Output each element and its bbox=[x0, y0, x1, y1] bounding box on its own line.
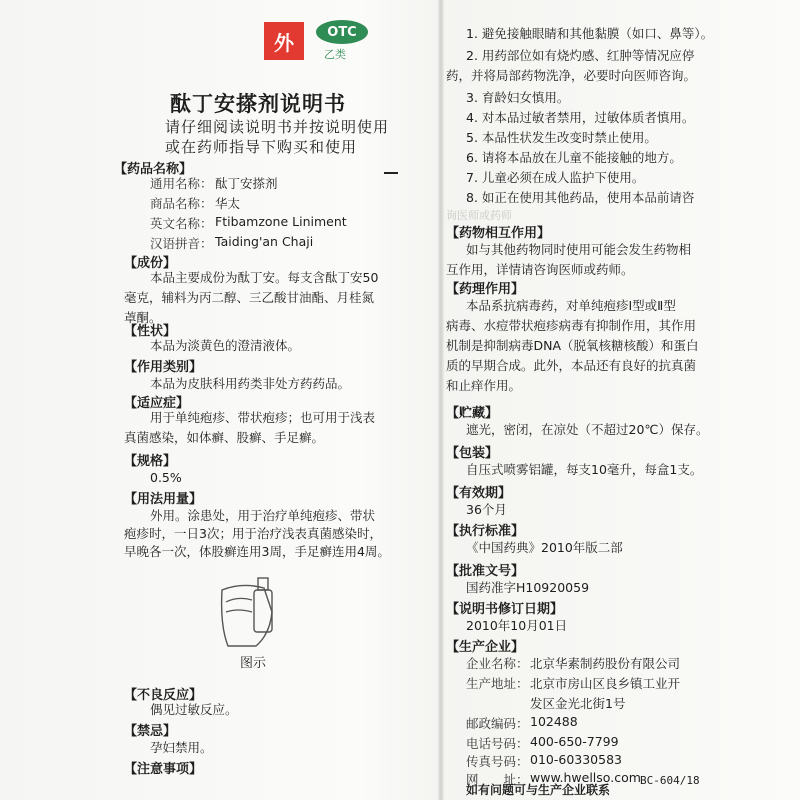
approval-heading: 【批准文号】 bbox=[446, 564, 525, 579]
address-key: 生产地址： bbox=[466, 676, 529, 691]
english-name-key: 英文名称： bbox=[150, 216, 213, 231]
precaution-6: 6. 请将本品放在儿童不能接触的地方。 bbox=[466, 150, 682, 165]
pharmacology-line-2: 病毒、水痘带状疱疹病毒有抑制作用，其作用 bbox=[446, 318, 697, 333]
indications-line-2: 真菌感染，如体癣、股癣、手足癣。 bbox=[124, 430, 325, 445]
precaution-1: 1. 避免接触眼睛和其他黏膜（如口、鼻等）。 bbox=[466, 26, 714, 41]
english-name-value: Ftibamzone Liniment bbox=[215, 214, 347, 229]
pharmacology-line-4: 质的早期合成。此外，本品还有良好的抗真菌 bbox=[446, 358, 697, 373]
address-value: 北京市房山区良乡镇工业开 bbox=[530, 676, 681, 691]
validity-line-1: 36个月 bbox=[466, 502, 507, 517]
postcode-key: 邮政编码： bbox=[466, 716, 529, 731]
precaution-7: 7. 儿童必须在成人监护下使用。 bbox=[466, 170, 645, 185]
fax-key: 传真号码： bbox=[466, 754, 529, 769]
precaution-8-cont: 询医师或药师 bbox=[446, 209, 512, 222]
precaution-3: 3. 育龄妇女慎用。 bbox=[466, 90, 570, 105]
classification-badges bbox=[264, 14, 384, 64]
approval-line-1: 国药准字H10920059 bbox=[466, 580, 590, 595]
adverse-line-1: 偶见过敏反应。 bbox=[150, 702, 238, 717]
illustration-caption: 图示 bbox=[240, 656, 267, 671]
precaution-5: 5. 本品性状发生改变时禁止使用。 bbox=[466, 130, 657, 145]
interactions-line-1: 如与其他药物同时使用可能会发生药物相 bbox=[466, 242, 692, 257]
precaution-4: 4. 对本品过敏者禁用，过敏体质者慎用。 bbox=[466, 110, 695, 125]
contact-note: 如有问题可与生产企业联系 bbox=[466, 783, 611, 797]
revision-heading: 【说明书修订日期】 bbox=[446, 602, 564, 617]
fold-mark bbox=[384, 172, 398, 174]
adverse-heading: 【不良反应】 bbox=[124, 688, 203, 703]
character-line-1: 本品为淡黄色的澄清液体。 bbox=[150, 338, 301, 353]
company-name-key: 企业名称： bbox=[466, 656, 529, 671]
generic-name-key: 通用名称： bbox=[150, 176, 213, 191]
otc-badge: OTC bbox=[316, 20, 368, 44]
fold-crease bbox=[438, 0, 444, 800]
phone-key: 电话号码： bbox=[466, 736, 529, 751]
generic-name-value: 酞丁安搽剂 bbox=[215, 176, 278, 191]
standard-heading: 【执行标准】 bbox=[446, 524, 525, 539]
revision-line-1: 2010年10月01日 bbox=[466, 618, 568, 633]
precaution-2: 2. 用药部位如有烧灼感、红肿等情况应停 bbox=[466, 48, 695, 63]
pharmacology-line-5: 和止痒作用。 bbox=[446, 378, 522, 393]
interactions-line-2: 互作用，详情请咨询医师或药师。 bbox=[446, 262, 634, 277]
subtitle-line-2: 或在药师指导下购买和使用 bbox=[165, 138, 358, 156]
address-value-cont: 发区金光北街1号 bbox=[530, 696, 626, 711]
pharmacology-heading: 【药理作用】 bbox=[446, 282, 525, 297]
category-line-1: 本品为皮肤科用药类非处方药药品。 bbox=[150, 376, 351, 391]
interactions-heading: 【药物相互作用】 bbox=[446, 226, 551, 241]
website-key: 网 址： bbox=[466, 772, 529, 787]
precaution-2-cont: 药，并将局部药物洗净，必要时向医师咨询。 bbox=[446, 68, 697, 83]
pharmacology-line-3: 机制是抑制病毒DNA（脱氧核糖核酸）和蛋白 bbox=[446, 338, 699, 353]
pharmacology-line-1: 本品系抗病毒药，对单纯疱疹Ⅰ型或Ⅱ型 bbox=[466, 298, 676, 313]
dosage-heading: 【用法用量】 bbox=[124, 492, 203, 507]
character-heading: 【性状】 bbox=[124, 324, 177, 339]
standard-line-1: 《中国药典》2010年版二部 bbox=[466, 540, 623, 555]
drug-name-heading: 【药品名称】 bbox=[114, 162, 193, 177]
ingredients-line-1: 本品主要成份为酞丁安。每支含酞丁安50 bbox=[150, 270, 379, 285]
dosage-line-2: 疱疹时，一日3次；用于治疗浅表真菌感染时， bbox=[124, 526, 382, 541]
precaution-8: 8. 如正在使用其他药品，使用本品前请咨 bbox=[466, 190, 695, 205]
storage-line-1: 遮光，密闭，在凉处（不超过20℃）保存。 bbox=[466, 422, 709, 437]
validity-heading: 【有效期】 bbox=[446, 486, 512, 501]
external-use-badge: 外 bbox=[264, 22, 304, 60]
ingredients-heading: 【成份】 bbox=[124, 256, 177, 271]
dosage-line-3: 早晚各一次，体股癣连用3周，手足癣连用4周。 bbox=[124, 544, 390, 559]
page-title: 酞丁安搽剂说明书 bbox=[170, 92, 346, 116]
spec-heading: 【规格】 bbox=[124, 454, 177, 469]
website-value: www.hwellso.com bbox=[530, 770, 641, 785]
brand-name-value: 华太 bbox=[215, 196, 241, 211]
brand-name-key: 商品名称： bbox=[150, 196, 213, 211]
category-heading: 【作用类别】 bbox=[124, 360, 203, 375]
pinyin-key: 汉语拼音： bbox=[150, 236, 213, 251]
indications-line-1: 用于单纯疱疹、带状疱疹；也可用于浅表 bbox=[150, 410, 376, 425]
company-name-value: 北京华素制药股份有限公司 bbox=[530, 656, 681, 671]
fax-value: 010-60330583 bbox=[530, 752, 622, 767]
storage-heading: 【贮藏】 bbox=[446, 406, 499, 421]
spray-usage-illustration bbox=[212, 572, 282, 652]
package-line-1: 自压式喷雾铝罐，每支10毫升，每盒1支。 bbox=[466, 462, 703, 477]
contraindications-line-1: 孕妇禁用。 bbox=[150, 740, 213, 755]
document-code: BC-604/18 bbox=[640, 774, 700, 787]
ingredients-line-2: 毫克，辅料为丙二醇、三乙酸甘油酯、月桂氮 bbox=[124, 290, 375, 305]
pinyin-value: Taiding'an Chaji bbox=[215, 234, 314, 249]
package-heading: 【包装】 bbox=[446, 446, 499, 461]
subtitle-line-1: 请仔细阅读说明书并按说明使用 bbox=[165, 118, 390, 136]
dosage-line-1: 外用。涂患处，用于治疗单纯疱疹、带状 bbox=[150, 508, 376, 523]
manufacturer-heading: 【生产企业】 bbox=[446, 640, 525, 655]
indications-heading: 【适应症】 bbox=[124, 396, 190, 411]
phone-value: 400-650-7799 bbox=[530, 734, 619, 749]
spec-line-1: 0.5% bbox=[150, 470, 182, 485]
otc-class-label: 乙类 bbox=[324, 48, 346, 61]
ingredients-line-3: 䓬酮。 bbox=[124, 310, 162, 325]
contraindications-heading: 【禁忌】 bbox=[124, 724, 177, 739]
precautions-heading: 【注意事项】 bbox=[124, 762, 203, 777]
postcode-value: 102488 bbox=[530, 714, 578, 729]
